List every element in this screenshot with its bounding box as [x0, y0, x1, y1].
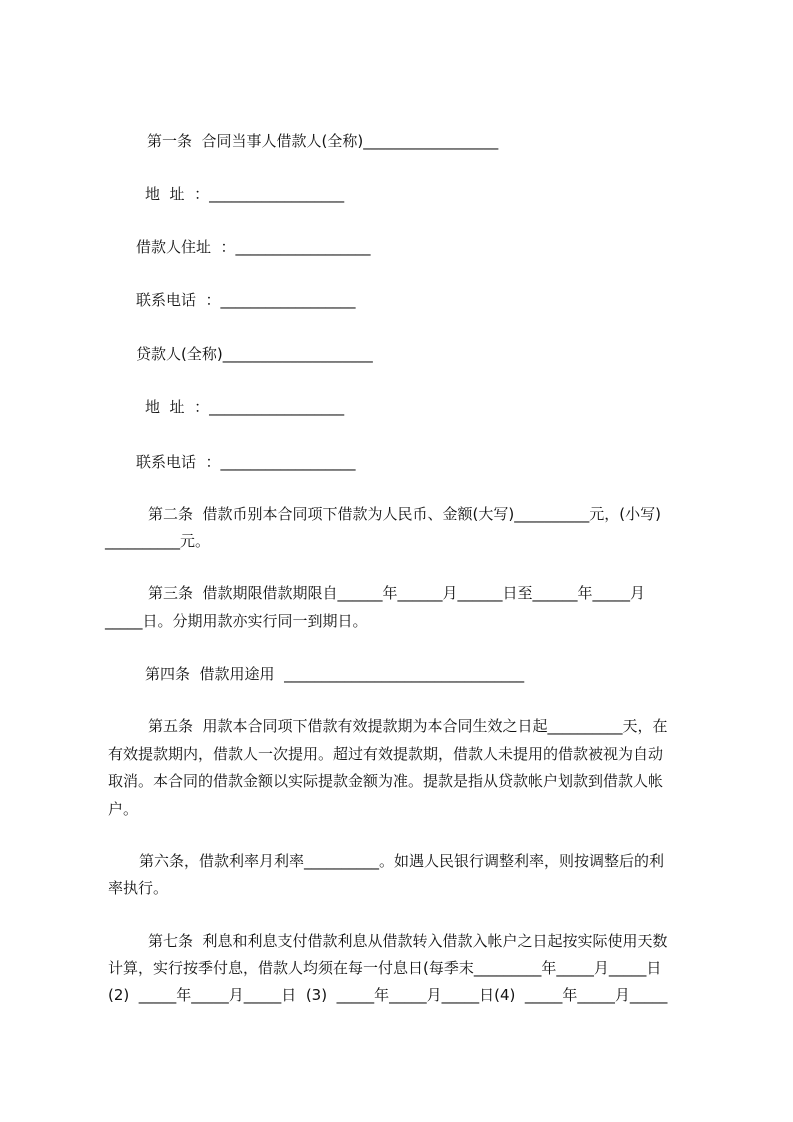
borrower-phone: 联系电话 ：__________________	[136, 291, 356, 309]
article1-title: 第一条 合同当事人借款人(全称)__________________	[147, 132, 499, 150]
article3-line1: 第三条 借款期限借款期限自______年______月______日至______年_____月	[148, 584, 646, 602]
article6-line1: 第六条，借款利率月利率__________。如遇人民银行调整利率，则按调整后的利	[139, 852, 665, 870]
article7-line3: (2) _____年_____月_____日 (3) _____年_____月_____日(4) _____年_____月_____	[108, 986, 668, 1004]
article5-line1: 第五条 用款本合同项下借款有效提款期为本合同生效之日起__________天，在	[148, 717, 668, 735]
lender-address: 地 址 ：__________________	[145, 398, 345, 416]
article6-line2: 率执行。	[108, 879, 169, 897]
article2-line1: 第二条 借款币别本合同项下借款为人民币、金额(大写)__________元，(小写)	[148, 505, 661, 523]
article7-line1: 第七条 利息和利息支付借款利息从借款转入借款入帐户之日起按实际使用天数	[148, 932, 668, 950]
article7-line2: 计算，实行按季付息，借款人均须在每一付息日(每季末_________年_____月_____日	[108, 959, 662, 977]
article4-line1: 第四条 借款用途用 ________________________________	[145, 665, 525, 683]
article2-line2: __________元。	[105, 532, 211, 550]
article3-line2: _____日。分期用款亦实行同一到期日。	[105, 612, 368, 630]
article5-line4: 户。	[108, 800, 139, 818]
borrower-residence: 借款人住址 ：__________________	[136, 238, 371, 256]
borrower-address: 地 址 ：__________________	[145, 185, 345, 203]
article5-line3: 取消。本合同的借款金额以实际提款金额为准。提款是指从贷款帐户划款到借款人帐	[108, 772, 664, 790]
lender-name: 贷款人(全称)____________________	[136, 345, 373, 363]
article5-line2: 有效提款期内，借款人一次提用。超过有效提款期，借款人未提用的借款被视为自动	[108, 745, 664, 763]
lender-phone: 联系电话 ：__________________	[136, 453, 356, 471]
